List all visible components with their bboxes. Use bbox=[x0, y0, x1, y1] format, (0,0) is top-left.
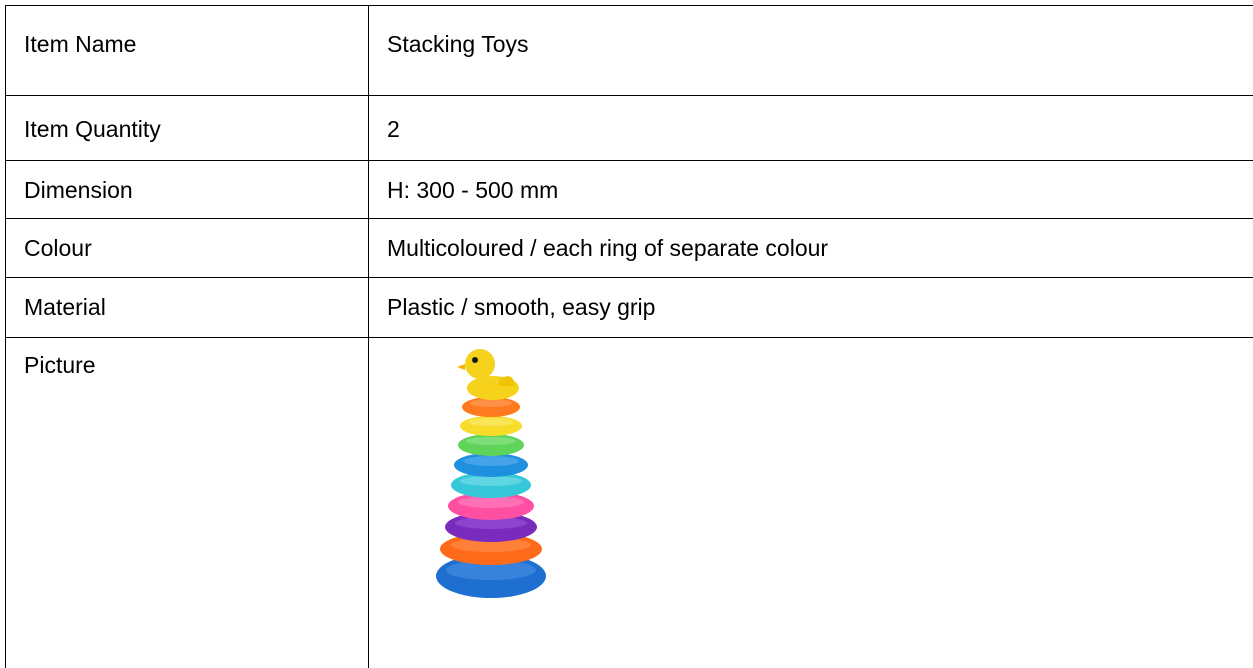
table-row bbox=[6, 338, 1253, 668]
row-value-material: Plastic / smooth, easy grip bbox=[369, 278, 1253, 338]
table-row bbox=[6, 96, 1253, 161]
row-value-dimension: H: 300 - 500 mm bbox=[369, 161, 1253, 219]
item-spec-table bbox=[5, 5, 1253, 668]
row-label-material: Material bbox=[6, 278, 369, 338]
row-label-colour: Colour bbox=[6, 219, 369, 278]
row-value-item-quantity: 2 bbox=[369, 96, 1253, 161]
table-row bbox=[6, 219, 1253, 278]
row-value-picture bbox=[369, 338, 1253, 668]
row-label-item-quantity: Item Quantity bbox=[6, 96, 369, 161]
stacking-rings-duck-toy-icon bbox=[381, 340, 623, 612]
row-label-dimension: Dimension bbox=[6, 161, 369, 219]
table-row bbox=[6, 6, 1253, 96]
table-row bbox=[6, 278, 1253, 338]
row-value-item-name: Stacking Toys bbox=[369, 6, 1253, 96]
table-row bbox=[6, 161, 1253, 219]
row-label-item-name: Item Name bbox=[6, 6, 369, 96]
row-value-colour: Multicoloured / each ring of separate colour bbox=[369, 219, 1253, 278]
stacking-toy-picture bbox=[381, 340, 623, 612]
row-label-picture: Picture bbox=[6, 338, 369, 668]
